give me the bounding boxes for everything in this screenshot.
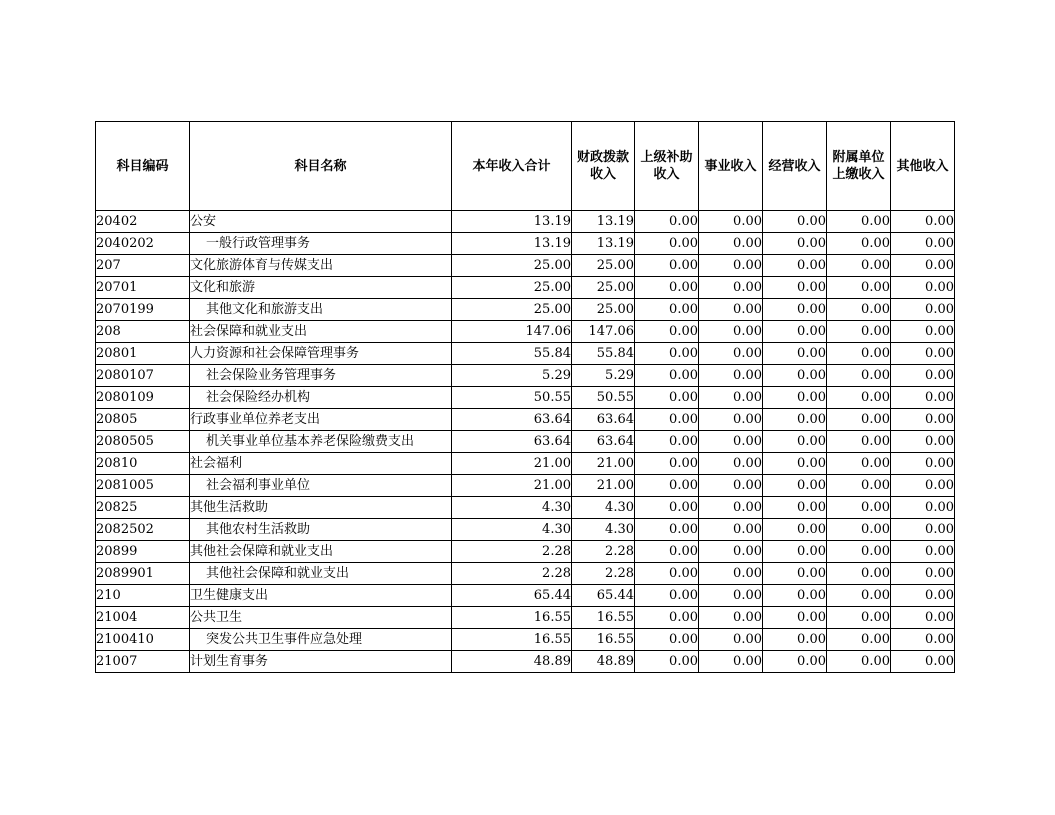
cell-operating: 0.00 xyxy=(763,541,827,563)
cell-business: 0.00 xyxy=(699,585,763,607)
cell-operating: 0.00 xyxy=(763,365,827,387)
table-row xyxy=(96,387,955,409)
cell-code: 20701 xyxy=(96,277,190,299)
cell-name: 社会保险业务管理事务 xyxy=(190,365,452,387)
cell-total: 55.84 xyxy=(452,343,572,365)
cell-other: 0.00 xyxy=(891,299,955,321)
cell-total: 21.00 xyxy=(452,475,572,497)
cell-affiliated: 0.00 xyxy=(827,651,891,673)
cell-superior: 0.00 xyxy=(635,453,699,475)
cell-operating: 0.00 xyxy=(763,321,827,343)
cell-operating: 0.00 xyxy=(763,607,827,629)
cell-affiliated: 0.00 xyxy=(827,211,891,233)
table-row xyxy=(96,519,955,541)
cell-total: 16.55 xyxy=(452,629,572,651)
table-row xyxy=(96,343,955,365)
cell-superior: 0.00 xyxy=(635,365,699,387)
cell-operating: 0.00 xyxy=(763,277,827,299)
cell-name: 社会福利事业单位 xyxy=(190,475,452,497)
table-row xyxy=(96,233,955,255)
cell-code: 207 xyxy=(96,255,190,277)
cell-other: 0.00 xyxy=(891,475,955,497)
cell-business: 0.00 xyxy=(699,629,763,651)
cell-business: 0.00 xyxy=(699,453,763,475)
table-row xyxy=(96,211,955,233)
cell-fiscal: 4.30 xyxy=(572,519,635,541)
header-name: 科目名称 xyxy=(190,122,452,211)
cell-superior: 0.00 xyxy=(635,277,699,299)
cell-total: 65.44 xyxy=(452,585,572,607)
cell-other: 0.00 xyxy=(891,343,955,365)
cell-superior: 0.00 xyxy=(635,651,699,673)
cell-other: 0.00 xyxy=(891,277,955,299)
table-body xyxy=(96,211,955,673)
table-row xyxy=(96,541,955,563)
table-row xyxy=(96,563,955,585)
cell-operating: 0.00 xyxy=(763,211,827,233)
table-row xyxy=(96,321,955,343)
cell-affiliated: 0.00 xyxy=(827,475,891,497)
cell-total: 25.00 xyxy=(452,299,572,321)
cell-name: 卫生健康支出 xyxy=(190,585,452,607)
header-total: 本年收入合计 xyxy=(452,122,572,211)
cell-code: 20805 xyxy=(96,409,190,431)
cell-total: 13.19 xyxy=(452,211,572,233)
cell-operating: 0.00 xyxy=(763,255,827,277)
cell-other: 0.00 xyxy=(891,233,955,255)
cell-other: 0.00 xyxy=(891,497,955,519)
cell-business: 0.00 xyxy=(699,211,763,233)
cell-other: 0.00 xyxy=(891,453,955,475)
cell-superior: 0.00 xyxy=(635,299,699,321)
table-row xyxy=(96,299,955,321)
cell-affiliated: 0.00 xyxy=(827,343,891,365)
cell-business: 0.00 xyxy=(699,321,763,343)
cell-code: 2070199 xyxy=(96,299,190,321)
cell-code: 2081005 xyxy=(96,475,190,497)
cell-superior: 0.00 xyxy=(635,585,699,607)
cell-name: 文化和旅游 xyxy=(190,277,452,299)
cell-fiscal: 16.55 xyxy=(572,607,635,629)
cell-operating: 0.00 xyxy=(763,409,827,431)
cell-superior: 0.00 xyxy=(635,475,699,497)
cell-name: 其他生活救助 xyxy=(190,497,452,519)
cell-superior: 0.00 xyxy=(635,387,699,409)
cell-affiliated: 0.00 xyxy=(827,233,891,255)
cell-other: 0.00 xyxy=(891,321,955,343)
cell-operating: 0.00 xyxy=(763,233,827,255)
table-row xyxy=(96,431,955,453)
cell-business: 0.00 xyxy=(699,233,763,255)
cell-fiscal: 65.44 xyxy=(572,585,635,607)
cell-operating: 0.00 xyxy=(763,651,827,673)
cell-operating: 0.00 xyxy=(763,585,827,607)
cell-code: 20402 xyxy=(96,211,190,233)
cell-superior: 0.00 xyxy=(635,541,699,563)
cell-other: 0.00 xyxy=(891,629,955,651)
cell-other: 0.00 xyxy=(891,585,955,607)
cell-code: 2040202 xyxy=(96,233,190,255)
cell-fiscal: 16.55 xyxy=(572,629,635,651)
cell-total: 4.30 xyxy=(452,497,572,519)
cell-business: 0.00 xyxy=(699,475,763,497)
cell-affiliated: 0.00 xyxy=(827,629,891,651)
cell-code: 20801 xyxy=(96,343,190,365)
cell-business: 0.00 xyxy=(699,431,763,453)
cell-affiliated: 0.00 xyxy=(827,365,891,387)
cell-superior: 0.00 xyxy=(635,607,699,629)
cell-name: 一般行政管理事务 xyxy=(190,233,452,255)
cell-superior: 0.00 xyxy=(635,343,699,365)
cell-other: 0.00 xyxy=(891,607,955,629)
header-superior: 上级补助 收入 xyxy=(635,122,699,211)
cell-total: 25.00 xyxy=(452,255,572,277)
cell-superior: 0.00 xyxy=(635,211,699,233)
cell-operating: 0.00 xyxy=(763,387,827,409)
cell-total: 63.64 xyxy=(452,409,572,431)
cell-fiscal: 25.00 xyxy=(572,299,635,321)
cell-code: 208 xyxy=(96,321,190,343)
table-row xyxy=(96,497,955,519)
cell-business: 0.00 xyxy=(699,255,763,277)
cell-code: 2082502 xyxy=(96,519,190,541)
cell-business: 0.00 xyxy=(699,277,763,299)
cell-code: 2080109 xyxy=(96,387,190,409)
cell-total: 25.00 xyxy=(452,277,572,299)
cell-business: 0.00 xyxy=(699,541,763,563)
cell-name: 其他社会保障和就业支出 xyxy=(190,563,452,585)
cell-name: 社会保障和就业支出 xyxy=(190,321,452,343)
cell-fiscal: 63.64 xyxy=(572,409,635,431)
cell-affiliated: 0.00 xyxy=(827,585,891,607)
cell-business: 0.00 xyxy=(699,607,763,629)
cell-name: 计划生育事务 xyxy=(190,651,452,673)
cell-operating: 0.00 xyxy=(763,299,827,321)
cell-code: 20825 xyxy=(96,497,190,519)
cell-business: 0.00 xyxy=(699,519,763,541)
cell-superior: 0.00 xyxy=(635,233,699,255)
cell-operating: 0.00 xyxy=(763,563,827,585)
cell-affiliated: 0.00 xyxy=(827,541,891,563)
cell-code: 21007 xyxy=(96,651,190,673)
cell-operating: 0.00 xyxy=(763,431,827,453)
cell-business: 0.00 xyxy=(699,563,763,585)
cell-business: 0.00 xyxy=(699,497,763,519)
cell-fiscal: 13.19 xyxy=(572,211,635,233)
table-row xyxy=(96,409,955,431)
cell-fiscal: 48.89 xyxy=(572,651,635,673)
cell-affiliated: 0.00 xyxy=(827,519,891,541)
cell-name: 社会保险经办机构 xyxy=(190,387,452,409)
cell-total: 2.28 xyxy=(452,541,572,563)
cell-affiliated: 0.00 xyxy=(827,431,891,453)
cell-total: 21.00 xyxy=(452,453,572,475)
income-budget-table xyxy=(95,121,955,673)
cell-code: 2100410 xyxy=(96,629,190,651)
cell-fiscal: 63.64 xyxy=(572,431,635,453)
cell-fiscal: 25.00 xyxy=(572,277,635,299)
cell-superior: 0.00 xyxy=(635,409,699,431)
table-row xyxy=(96,255,955,277)
cell-fiscal: 2.28 xyxy=(572,563,635,585)
cell-total: 50.55 xyxy=(452,387,572,409)
cell-superior: 0.00 xyxy=(635,255,699,277)
cell-fiscal: 147.06 xyxy=(572,321,635,343)
cell-total: 147.06 xyxy=(452,321,572,343)
cell-name: 突发公共卫生事件应急处理 xyxy=(190,629,452,651)
cell-superior: 0.00 xyxy=(635,431,699,453)
cell-superior: 0.00 xyxy=(635,321,699,343)
cell-business: 0.00 xyxy=(699,409,763,431)
cell-other: 0.00 xyxy=(891,519,955,541)
cell-fiscal: 50.55 xyxy=(572,387,635,409)
cell-affiliated: 0.00 xyxy=(827,255,891,277)
table-row xyxy=(96,607,955,629)
cell-fiscal: 13.19 xyxy=(572,233,635,255)
cell-total: 16.55 xyxy=(452,607,572,629)
header-other: 其他收入 xyxy=(891,122,955,211)
table-header-row xyxy=(96,122,955,211)
cell-affiliated: 0.00 xyxy=(827,409,891,431)
cell-name: 人力资源和社会保障管理事务 xyxy=(190,343,452,365)
cell-operating: 0.00 xyxy=(763,343,827,365)
cell-name: 机关事业单位基本养老保险缴费支出 xyxy=(190,431,452,453)
cell-superior: 0.00 xyxy=(635,519,699,541)
table-row xyxy=(96,277,955,299)
cell-business: 0.00 xyxy=(699,387,763,409)
cell-other: 0.00 xyxy=(891,431,955,453)
cell-code: 21004 xyxy=(96,607,190,629)
cell-business: 0.00 xyxy=(699,299,763,321)
header-business: 事业收入 xyxy=(699,122,763,211)
cell-operating: 0.00 xyxy=(763,519,827,541)
cell-superior: 0.00 xyxy=(635,497,699,519)
cell-total: 63.64 xyxy=(452,431,572,453)
cell-affiliated: 0.00 xyxy=(827,453,891,475)
cell-business: 0.00 xyxy=(699,343,763,365)
cell-name: 公安 xyxy=(190,211,452,233)
cell-name: 其他农村生活救助 xyxy=(190,519,452,541)
cell-other: 0.00 xyxy=(891,563,955,585)
cell-code: 20899 xyxy=(96,541,190,563)
header-code: 科目编码 xyxy=(96,122,190,211)
cell-operating: 0.00 xyxy=(763,497,827,519)
cell-total: 48.89 xyxy=(452,651,572,673)
cell-fiscal: 25.00 xyxy=(572,255,635,277)
cell-total: 13.19 xyxy=(452,233,572,255)
cell-superior: 0.00 xyxy=(635,563,699,585)
cell-fiscal: 55.84 xyxy=(572,343,635,365)
cell-other: 0.00 xyxy=(891,409,955,431)
cell-fiscal: 21.00 xyxy=(572,453,635,475)
table-row xyxy=(96,629,955,651)
cell-code: 210 xyxy=(96,585,190,607)
cell-name: 文化旅游体育与传媒支出 xyxy=(190,255,452,277)
cell-affiliated: 0.00 xyxy=(827,299,891,321)
cell-fiscal: 4.30 xyxy=(572,497,635,519)
cell-business: 0.00 xyxy=(699,365,763,387)
cell-operating: 0.00 xyxy=(763,453,827,475)
cell-code: 2080505 xyxy=(96,431,190,453)
cell-operating: 0.00 xyxy=(763,475,827,497)
cell-superior: 0.00 xyxy=(635,629,699,651)
cell-business: 0.00 xyxy=(699,651,763,673)
cell-total: 5.29 xyxy=(452,365,572,387)
table-row xyxy=(96,651,955,673)
header-operating: 经营收入 xyxy=(763,122,827,211)
cell-affiliated: 0.00 xyxy=(827,321,891,343)
cell-name: 其他社会保障和就业支出 xyxy=(190,541,452,563)
cell-other: 0.00 xyxy=(891,541,955,563)
cell-total: 4.30 xyxy=(452,519,572,541)
cell-other: 0.00 xyxy=(891,211,955,233)
cell-fiscal: 21.00 xyxy=(572,475,635,497)
cell-affiliated: 0.00 xyxy=(827,607,891,629)
cell-operating: 0.00 xyxy=(763,629,827,651)
cell-code: 2089901 xyxy=(96,563,190,585)
cell-fiscal: 5.29 xyxy=(572,365,635,387)
cell-affiliated: 0.00 xyxy=(827,497,891,519)
cell-other: 0.00 xyxy=(891,365,955,387)
cell-name: 公共卫生 xyxy=(190,607,452,629)
header-fiscal: 财政拨款 收入 xyxy=(572,122,635,211)
cell-code: 2080107 xyxy=(96,365,190,387)
cell-name: 行政事业单位养老支出 xyxy=(190,409,452,431)
table-row xyxy=(96,453,955,475)
cell-affiliated: 0.00 xyxy=(827,277,891,299)
cell-name: 其他文化和旅游支出 xyxy=(190,299,452,321)
cell-fiscal: 2.28 xyxy=(572,541,635,563)
cell-other: 0.00 xyxy=(891,255,955,277)
cell-other: 0.00 xyxy=(891,651,955,673)
cell-affiliated: 0.00 xyxy=(827,387,891,409)
table-row xyxy=(96,585,955,607)
cell-other: 0.00 xyxy=(891,387,955,409)
table-row xyxy=(96,475,955,497)
header-affiliated: 附属单位 上缴收入 xyxy=(827,122,891,211)
cell-code: 20810 xyxy=(96,453,190,475)
table-row xyxy=(96,365,955,387)
cell-total: 2.28 xyxy=(452,563,572,585)
cell-affiliated: 0.00 xyxy=(827,563,891,585)
cell-name: 社会福利 xyxy=(190,453,452,475)
